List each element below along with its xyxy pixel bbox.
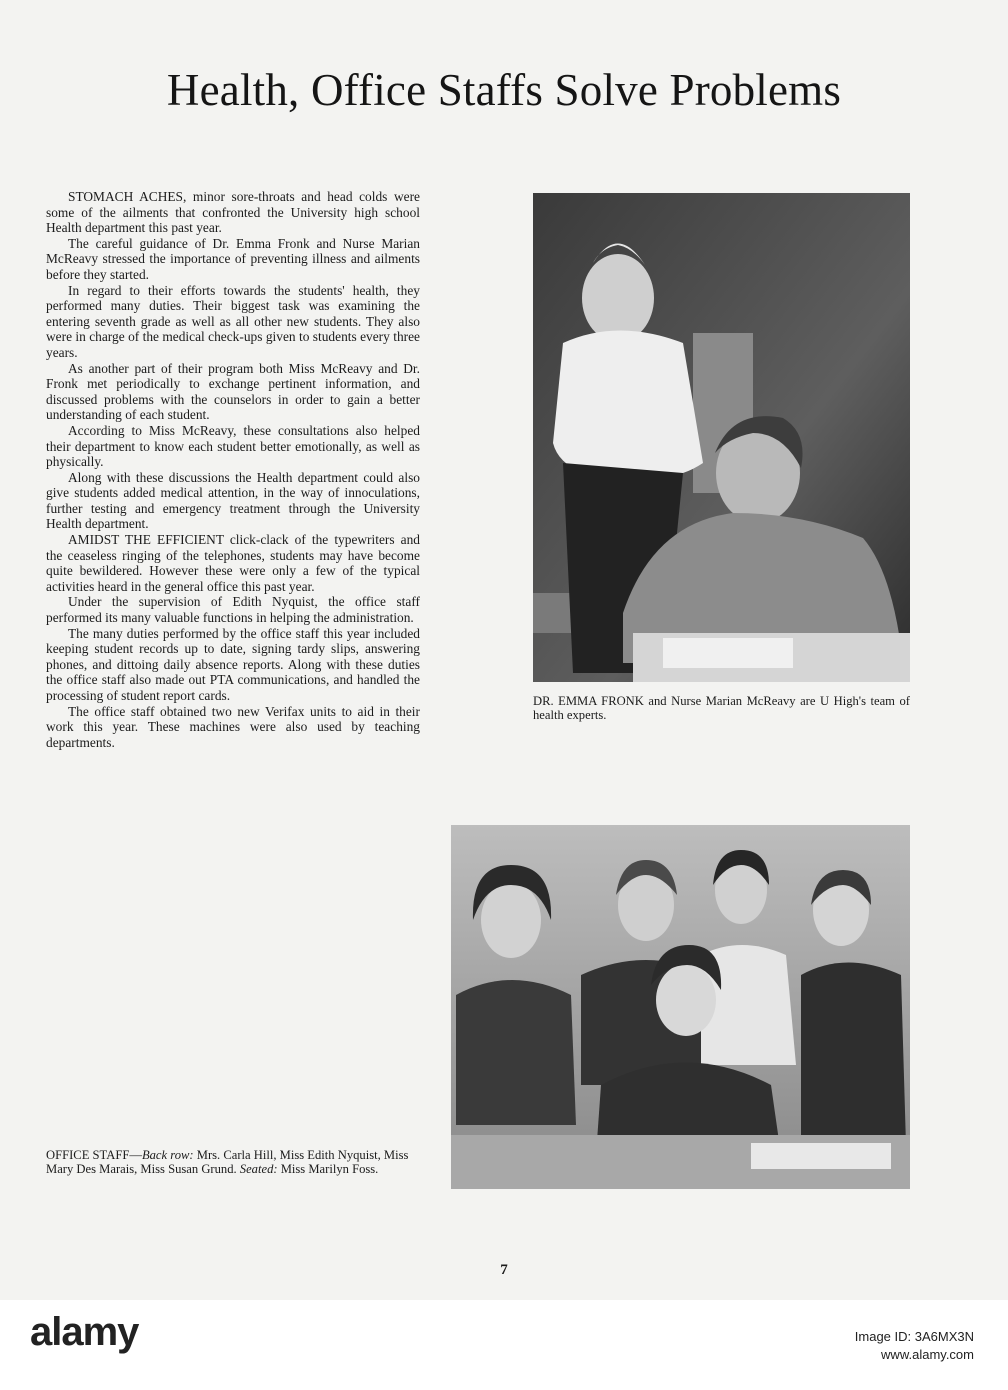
paragraph: The careful guidance of Dr. Emma Fronk and Nurse Marian McReavy stressed the importance of preventing illness and ailments before they started. xyxy=(46,235,420,282)
health-staff-photo xyxy=(533,193,910,682)
image-url-line: www.alamy.com xyxy=(881,1347,974,1362)
paragraph: The many duties performed by the office staff this year included keeping student records up to date, signing tardy slips, answering phones, and dittoing daily absence reports. Along with these duties the office staff also made out PTA communications, and handled the processing of student report cards. xyxy=(46,625,420,703)
image-id xyxy=(855,1328,974,1364)
paragraph: According to Miss McReavy, these consultations also helped their department to know each student better emotionally, as well as physically. xyxy=(46,422,420,470)
article-body xyxy=(46,189,420,750)
image-id-line: Image ID: 3A6MX3N xyxy=(854,1329,974,1344)
caption-back-row-names: Mrs. Carla Hill, Miss Edith Nyquist, Miss Mary Des Marais, Miss Susan Grund. xyxy=(46,1148,409,1177)
paragraph: Along with these discussions the Health department could also give students added medical attention, in the way of innoculations, further testing and emergency treatment through the University Health department. xyxy=(46,469,420,532)
paragraph: STOMACH ACHES, minor sore-throats and head colds were some of the ailments that confronted the University high school Health department this past year. xyxy=(46,189,420,236)
caption-seated-label: Seated: xyxy=(239,1162,278,1177)
paragraph: Under the supervision of Edith Nyquist, the office staff performed its many valuable functions in helping the administration. xyxy=(46,594,420,626)
office-photo-caption xyxy=(46,1148,426,1177)
caption-lead: OFFICE STAFF— xyxy=(46,1148,142,1162)
health-photo-caption: DR. EMMA FRONK and Nurse Marian McReavy are U High's team of health experts. xyxy=(533,694,910,723)
page-title: Health, Office Staffs Solve Problems xyxy=(166,65,842,115)
office-staff-photo xyxy=(451,825,910,1189)
page-number: 7 xyxy=(500,1262,508,1278)
paragraph: AMIDST THE EFFICIENT click-clack of the typewriters and the ceaseless ringing of the telephones, students may have become quite bewildered. However these were only a few of the typical activities heard in the general office this past year. xyxy=(46,532,420,594)
caption-seated-names: Miss Marilyn Foss. xyxy=(277,1162,379,1177)
paragraph: The office staff obtained two new Verifax units to aid in their work this year. These machines were also used by teaching departments. xyxy=(46,703,420,750)
paragraph: As another part of their program both Miss McReavy and Dr. Fronk met periodically to exchange pertinent information, and discussed problems with the counselors in order to gain a better understanding of each student. xyxy=(46,360,420,423)
alamy-logo: alamy xyxy=(30,1310,139,1354)
paragraph: In regard to their efforts towards the students' health, they performed many duties. Their biggest task was examining the entering seventh grade as well as all other new students. They also were in charge of the medical check-ups given to students every three years. xyxy=(46,282,420,360)
caption-back-row-label: Back row: xyxy=(141,1148,194,1162)
